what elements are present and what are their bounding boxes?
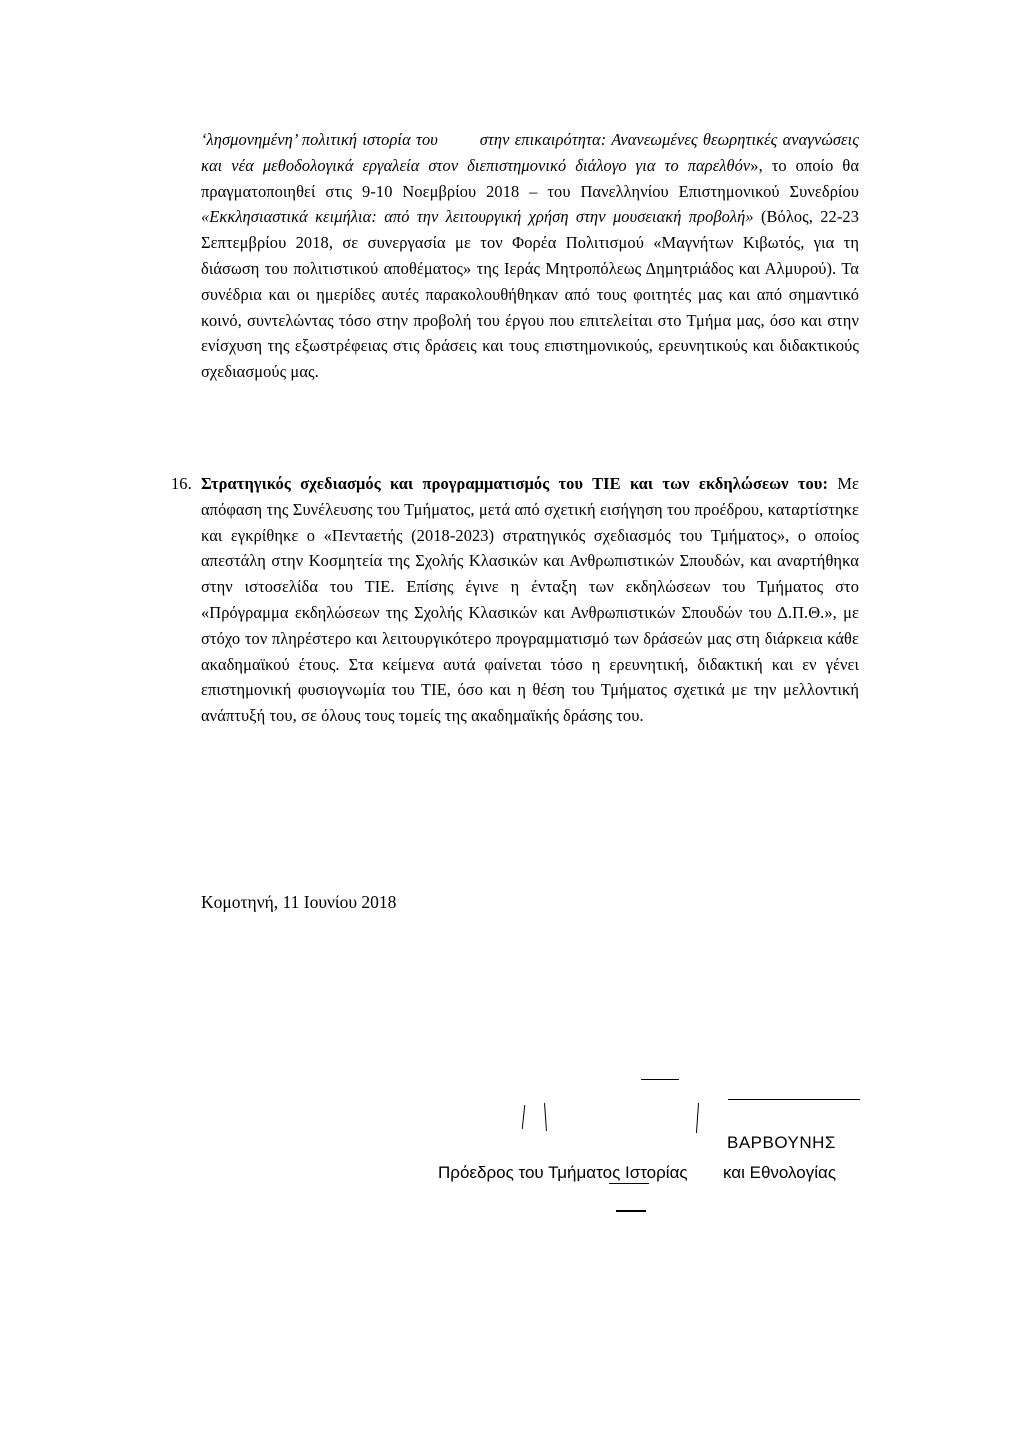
intro-italic-b: στην επικαιρότητα: Ανανεωμένες θεωρητικές αναγνώσεις και νέα μεθοδολογικά εργαλεία στον διεπιστημονικό διάλογο για το παρελθόν — [201, 130, 859, 175]
signature-stroke — [616, 1210, 646, 1212]
signature-stroke — [609, 1183, 649, 1184]
item-number: 16. — [171, 474, 192, 493]
signature-stroke — [728, 1099, 860, 1100]
item-heading: Στρατηγικός σχεδιασμός και προγραμματισμός του ΤΙΕ και των εκδηλώσεων του: — [201, 474, 829, 493]
signatory-role: Πρόεδρος του Τμήματος Ιστορίας — [438, 1163, 688, 1182]
signature-stroke — [696, 1103, 699, 1133]
intro-normal-b: (Βόλος, 22-23 Σεπτεμβρίου 2018, σε συνεργασία με τον Φορέα Πολιτισμού «Μαγνήτων Κιβωτός, για τη διάσωση του πολιτιστικού αποθέματος» της Ιεράς Μητροπόλεως Δημητριάδος και Αλμυρού). Τα συνέδρια και οι ημερίδες αυτές παρακολουθήθηκαν από τους φοιτητές μας και από σημαντικό κοινό, συντελώντας τόσο στην προβολή του έργου που επιτελείται στο Τμήμα μας, όσο και στην ενίσχυση της εξωστρέφειας στις δράσεις και τους επιστημονικούς, ερευνητικούς και διδακτικούς σχεδιασμούς μας. — [201, 207, 860, 382]
intro-paragraph — [201, 127, 859, 385]
place-date: Κομοτηνή, 11 Ιουνίου 2018 — [201, 892, 397, 912]
intro-gap — [438, 130, 480, 149]
list-item-16 — [171, 471, 859, 729]
signature-stroke — [641, 1079, 679, 1080]
item-text: Με απόφαση της Συνέλευσης του Τμήματος, μετά από σχετική εισήγηση του προέδρου, καταρτίστηκε και εγκρίθηκε ο «Πενταετής (2018-2023) στρατηγικός σχεδιασμός του Τμήματος», ο οποίος απεστάλη στην Κοσμητεία της Σχολής Κλασικών και Ανθρωπιστικών Σπουδών, και αναρτήθηκα στην ιστοσελίδα του ΤΙΕ. Επίσης έγινε η ένταξη των εκδηλώσεων του Τμήματος στο «Πρόγραμμα εκδηλώσεων της Σχολής Κλασικών και Ανθρωπιστικών Σπουδών του Δ.Π.Θ.», με στόχο τον πληρέστερο και λειτουργικότερο προγραμματισμό των δράσεών μας στη διάρκεια κάθε ακαδημαϊκού έτους. Στα κείμενα αυτά φαίνεται τόσο η ερευνητική, διδακτική και εν γένει επιστημονική φυσιογνωμία του ΤΙΕ, όσο και η θέση του Τμήματος σχετικά με την μελλοντική ανάπτυξή του, σε όλους τους τομείς της ακαδημαϊκής δράσης του. — [201, 474, 859, 726]
intro-normal-a: », το οποίο θα πραγματοποιηθεί στις 9-10 Νοεμβρίου 2018 – του Πανελληνίου Επιστημονικού Συνεδρίου — [201, 155, 860, 201]
intro-italic-a: ‘λησμονημένη’ πολιτική ιστορία του — [201, 130, 438, 149]
signatory-role-continued: και Εθνολογίας — [723, 1163, 837, 1182]
signature-stroke — [544, 1103, 547, 1131]
signatory-surname: ΒΑΡΒΟΥΝΗΣ — [727, 1133, 836, 1152]
signature-stroke — [522, 1105, 526, 1129]
item-body — [201, 471, 859, 729]
intro-italic-c: «Εκκλησιαστικά κειμήλια: από την λειτουργική χρήση στην μουσειακή προβολή» — [201, 207, 754, 227]
